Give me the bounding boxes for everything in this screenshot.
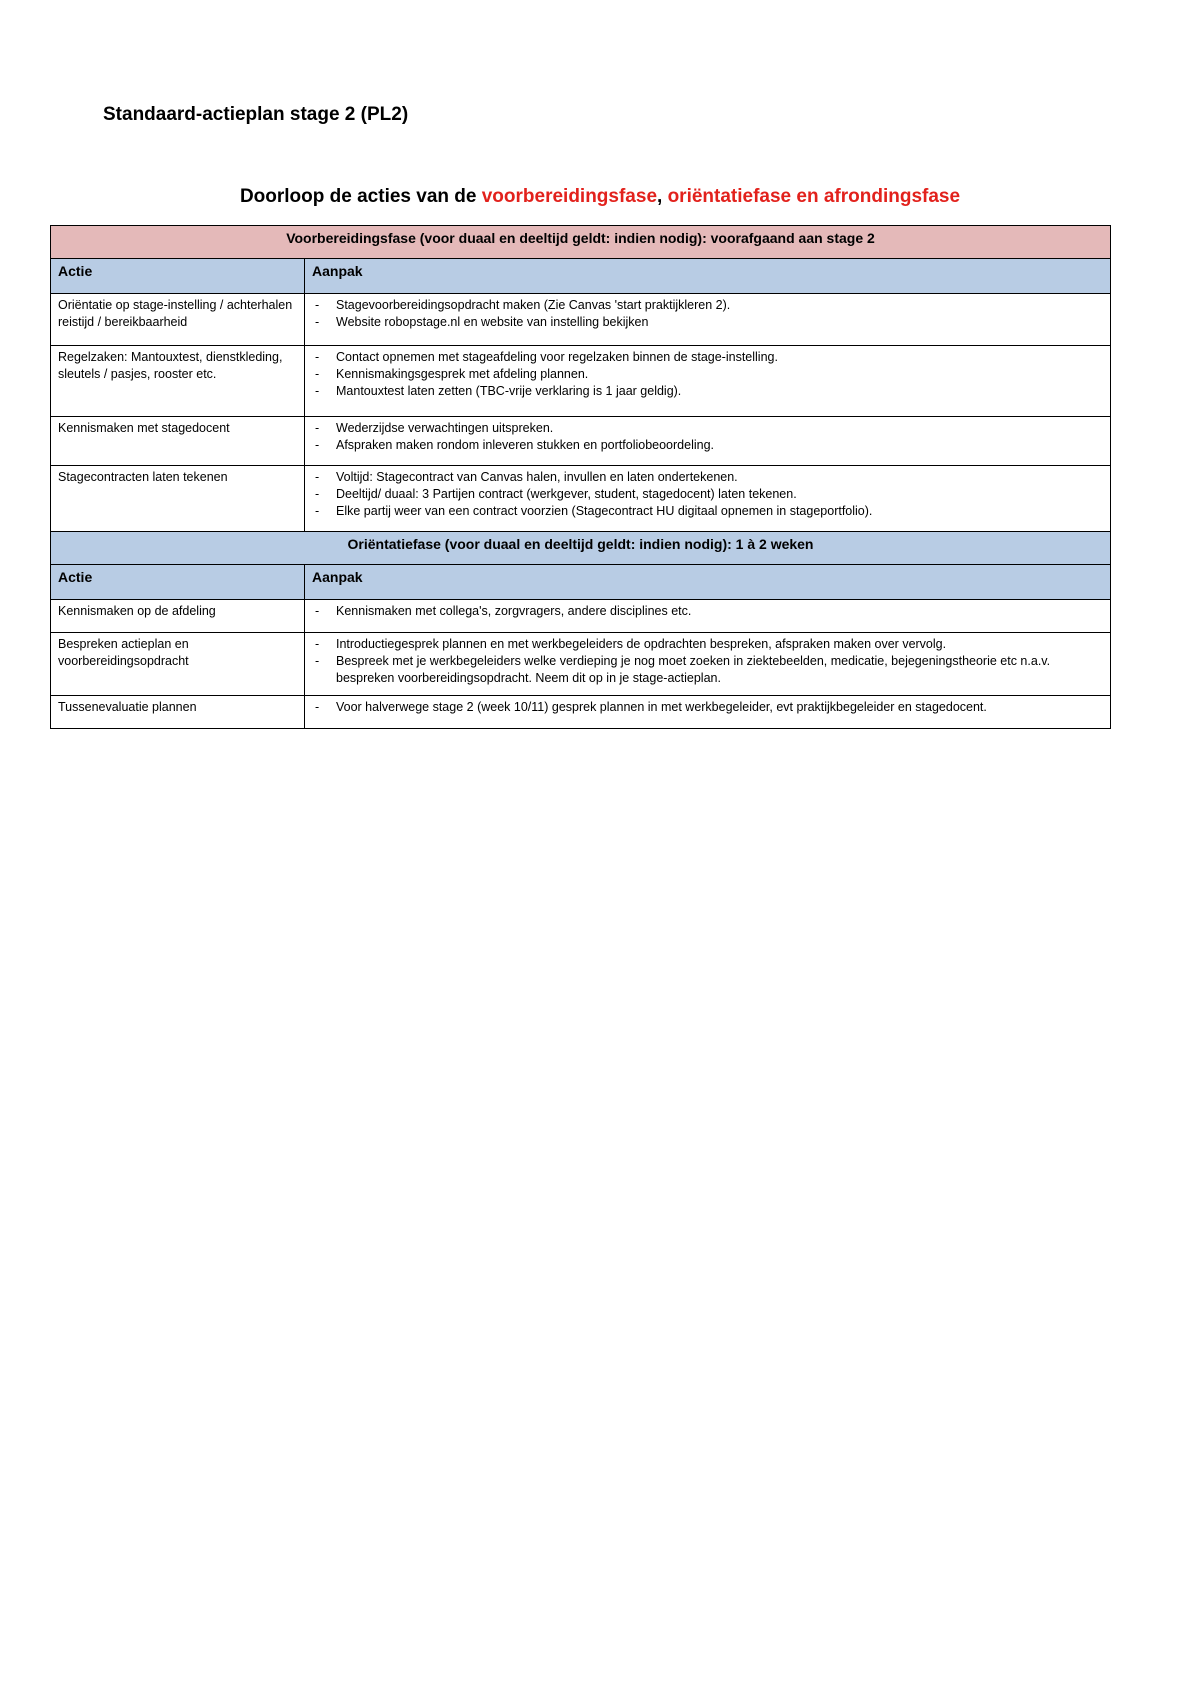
table-row bbox=[51, 417, 1111, 466]
actie-cell: Oriëntatie op stage-instelling / achterhalen reistijd / bereikbaarheid bbox=[51, 294, 305, 346]
aanpak-list bbox=[312, 297, 1103, 331]
actie-cell: Tussenevaluatie plannen bbox=[51, 696, 305, 729]
phase-header-preparation bbox=[51, 226, 1111, 259]
aanpak-cell bbox=[305, 633, 1111, 696]
aanpak-item: - Voltijd: Stagecontract van Canvas halen, invullen en laten ondertekenen. bbox=[312, 469, 1103, 486]
aanpak-item: - Introductiegesprek plannen en met werkbegeleiders de opdrachten bespreken, afspraken maken over vervolg. bbox=[312, 636, 1103, 653]
aanpak-cell bbox=[305, 294, 1111, 346]
aanpak-list bbox=[312, 349, 1103, 400]
actie-cell: Kennismaken met stagedocent bbox=[51, 417, 305, 466]
heading-prefix: Doorloop de acties van de bbox=[239, 186, 482, 207]
aanpak-cell bbox=[305, 346, 1111, 417]
actie-cell: Kennismaken op de afdeling bbox=[51, 600, 305, 633]
aanpak-item: - Kennismakingsgesprek met afdeling plannen. bbox=[312, 366, 1103, 383]
table-row bbox=[51, 346, 1111, 417]
aanpak-item: - Bespreek met je werkbegeleiders welke verdieping je nog moet zoeken in ziektebeelden, medicatie, bejegeningstheorie etc n.a.v. bespreken voorbereidingsopdracht. Neem dit op in je stage-actieplan. bbox=[312, 653, 1103, 687]
column-header-row bbox=[51, 259, 1111, 294]
actie-cell: Bespreken actieplan en voorbereidingsopdracht bbox=[51, 633, 305, 696]
aanpak-item: - Elke partij weer van een contract voorzien (Stagecontract HU digitaal opnemen in stageportfolio). bbox=[312, 503, 1103, 520]
action-plan-table bbox=[50, 225, 1111, 729]
actie-cell: Stagecontracten laten tekenen bbox=[51, 466, 305, 532]
column-header-actie: Actie bbox=[51, 565, 305, 600]
heading-highlight-orientation: oriëntatiefase en afrondingsfase bbox=[667, 186, 961, 207]
aanpak-item: - Website robopstage.nl en website van instelling bekijken bbox=[312, 314, 1103, 331]
aanpak-item: - Afspraken maken rondom inleveren stukken en portfoliobeoordeling. bbox=[312, 437, 1103, 454]
column-header-row bbox=[51, 565, 1111, 600]
table-row bbox=[51, 696, 1111, 729]
aanpak-list bbox=[312, 636, 1103, 687]
aanpak-item: - Stagevoorbereidingsopdracht maken (Zie Canvas 'start praktijkleren 2). bbox=[312, 297, 1103, 314]
aanpak-list bbox=[312, 420, 1103, 454]
aanpak-item: - Mantouxtest laten zetten (TBC-vrije verklaring is 1 jaar geldig). bbox=[312, 383, 1103, 400]
aanpak-item: - Kennismaken met collega's, zorgvragers, andere disciplines etc. bbox=[312, 603, 1103, 620]
aanpak-cell bbox=[305, 466, 1111, 532]
column-header-aanpak: Aanpak bbox=[305, 565, 1111, 600]
table-row bbox=[51, 600, 1111, 633]
table-row bbox=[51, 294, 1111, 346]
phase-title: Oriëntatiefase (voor duaal en deeltijd geldt: indien nodig): 1 à 2 weken bbox=[51, 532, 1111, 565]
aanpak-list bbox=[312, 699, 1103, 716]
table-row bbox=[51, 466, 1111, 532]
column-header-actie: Actie bbox=[51, 259, 305, 294]
aanpak-item: - Contact opnemen met stageafdeling voor regelzaken binnen de stage-instelling. bbox=[312, 349, 1103, 366]
phase-title: Voorbereidingsfase (voor duaal en deeltijd geldt: indien nodig): voorafgaand aan stage 2 bbox=[51, 226, 1111, 259]
aanpak-cell bbox=[305, 417, 1111, 466]
actie-cell: Regelzaken: Mantouxtest, dienstkleding, sleutels / pasjes, rooster etc. bbox=[51, 346, 305, 417]
aanpak-item: - Wederzijdse verwachtingen uitspreken. bbox=[312, 420, 1103, 437]
aanpak-item: - Voor halverwege stage 2 (week 10/11) gesprek plannen in met werkbegeleider, evt praktijkbegeleider en stagedocent. bbox=[312, 699, 1103, 716]
aanpak-item: - Deeltijd/ duaal: 3 Partijen contract (werkgever, student, stagedocent) laten tekenen. bbox=[312, 486, 1103, 503]
aanpak-list bbox=[312, 603, 1103, 620]
aanpak-list bbox=[312, 469, 1103, 520]
aanpak-cell bbox=[305, 696, 1111, 729]
heading-separator: , bbox=[657, 186, 668, 207]
table-row bbox=[51, 633, 1111, 696]
document-title: Standaard-actieplan stage 2 (PL2) bbox=[103, 104, 409, 125]
phase-header-orientation bbox=[51, 532, 1111, 565]
heading-highlight-preparation: voorbereidingsfase bbox=[481, 186, 658, 207]
column-header-aanpak: Aanpak bbox=[305, 259, 1111, 294]
instruction-heading bbox=[0, 186, 1200, 208]
aanpak-cell bbox=[305, 600, 1111, 633]
